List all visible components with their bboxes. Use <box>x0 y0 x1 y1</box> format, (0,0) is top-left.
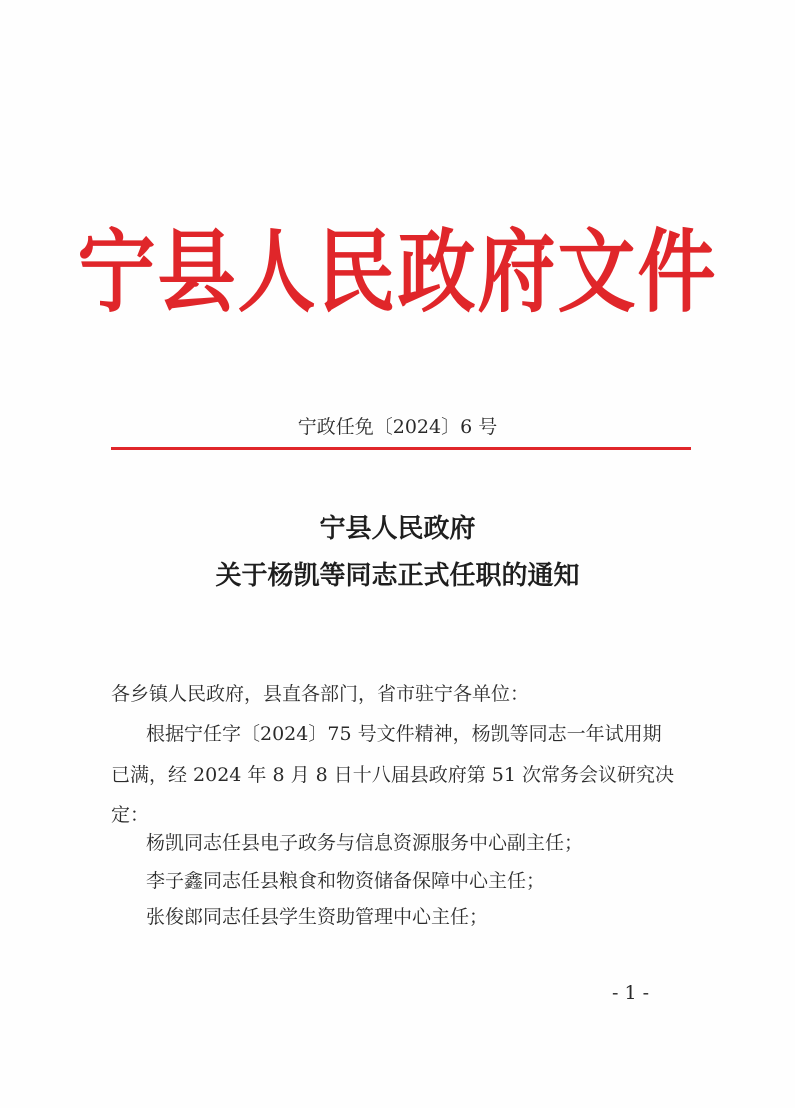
appointment-item: 杨凯同志任县电子政务与信息资源服务中心副主任； <box>146 832 584 854</box>
notice-title-line-2: 关于杨凯等同志正式任职的通知 <box>215 561 580 591</box>
appointment-item: 张俊郎同志任县学生资助管理中心主任； <box>146 906 489 928</box>
page-number: - 1 - <box>612 982 650 1004</box>
document-number: 宁政任免〔2024〕6 号 <box>297 416 498 438</box>
paragraph-line-3: 定： <box>111 804 150 826</box>
appointment-item: 李子鑫同志任县粮食和物资储备保障中心主任； <box>146 870 546 892</box>
red-divider-line <box>111 447 691 450</box>
notice-title-line-1: 宁县人民政府 <box>319 514 476 544</box>
paragraph-line-1: 根据宁任字〔2024〕75 号文件精神，杨凯等同志一年试用期 <box>146 723 662 745</box>
paragraph-line-2: 已满，经 2024 年 8 月 8 日十八届县政府第 51 次常务会议研究决 <box>111 764 675 786</box>
masthead-title: 宁县人民政府文件 <box>77 219 718 325</box>
addressee: 各乡镇人民政府，县直各部门，省市驻宁各单位： <box>111 683 530 705</box>
